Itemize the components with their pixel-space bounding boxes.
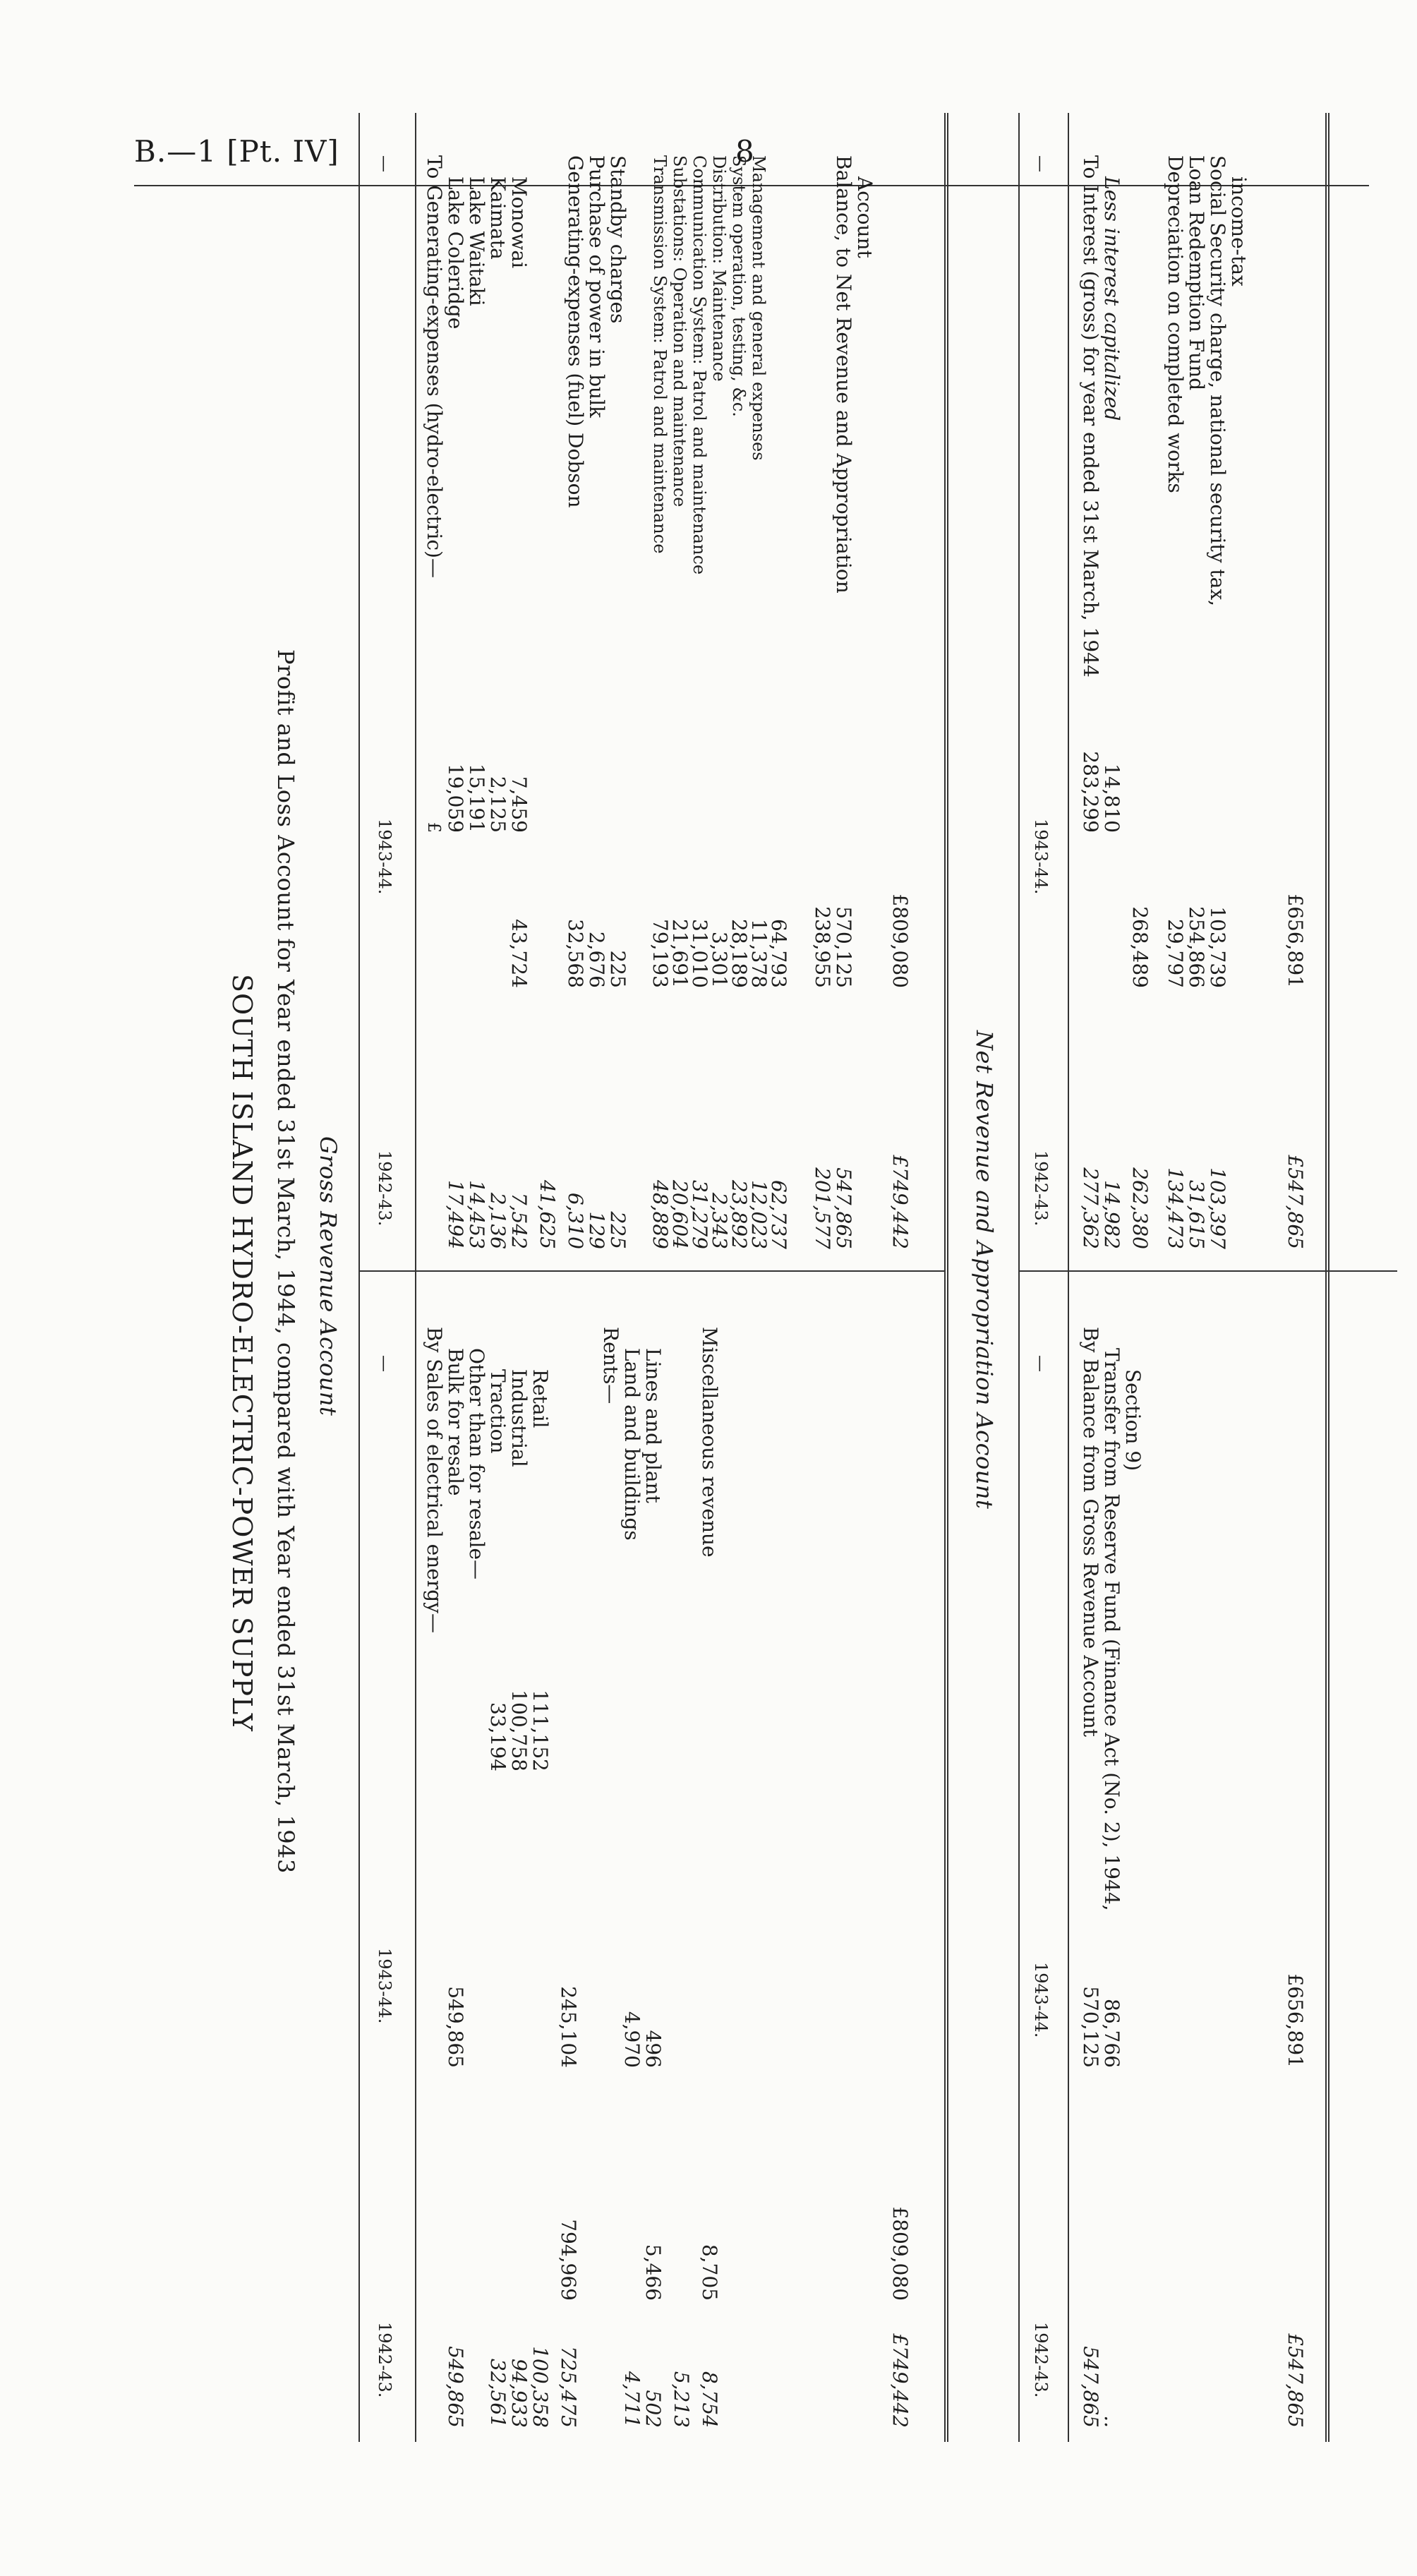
- main-title: SOUTH ISLAND HYDRO-ELECTRIC-POWER SUPPLY: [227, 974, 258, 1732]
- depreciation-value: 29,797: [1164, 919, 1187, 988]
- balance-value: 570,125: [832, 906, 855, 988]
- lines-prior: 502: [641, 2390, 665, 2428]
- net-balance-value: 570,125: [1079, 1986, 1102, 2068]
- interest-label: To Interest (gross) for year ended 31st March, 1944: [1079, 155, 1102, 678]
- gross-cr-1942-header: 1942-43.: [375, 2322, 394, 2398]
- station-kaimata: Kaimata: [486, 176, 509, 260]
- ops-prior: 48,889: [649, 1180, 672, 1249]
- gen-total-prior: 41,625: [536, 1180, 559, 1249]
- reserve-transfer-prior: ..: [1100, 2415, 1123, 2428]
- ops-value: 28,189: [728, 919, 751, 988]
- rents-total-prior: 5,213: [670, 2371, 693, 2428]
- ops-prior: 20,604: [668, 1180, 692, 1249]
- gross-dr-desc-header: —: [375, 155, 394, 172]
- retail-value: 111,152: [529, 1690, 552, 1771]
- reserve-transfer-label: Transfer from Reserve Fund (Finance Act (No. 2), 1944,: [1100, 1348, 1123, 1911]
- traction-label: Traction: [486, 1369, 509, 1454]
- traction-value: 33,194: [486, 1702, 509, 1771]
- net-interest-prior: 262,380: [1128, 1167, 1152, 1249]
- net-cr-total-prior: £547,865: [1284, 2333, 1307, 2428]
- loan-redemption-prior: 31,615: [1185, 1180, 1208, 1249]
- gross-dr-1942-header: 1942-43.: [375, 1150, 394, 1227]
- fuel-value: 32,568: [564, 919, 587, 988]
- gross-table-top-rule: [358, 113, 360, 2442]
- net-table-bottom-rule: [1325, 113, 1327, 2442]
- station-value: 15,191: [465, 764, 488, 833]
- subtitle: Profit and Loss Account for Year ended 31st March, 1944, compared with Year ended 31st March, 1943: [272, 649, 299, 1874]
- net-center-divider: [1020, 1270, 1397, 1272]
- less-interest-label: Less interest capitalized: [1100, 176, 1123, 421]
- rents-heading: Rents—: [599, 1327, 622, 1404]
- land-label: Land and buildings: [620, 1348, 644, 1541]
- depreciation-prior: 134,473: [1164, 1167, 1187, 1249]
- rents-total-value: 5,466: [641, 2244, 665, 2301]
- ops-label: Communication System: Patrol and maintenance: [689, 155, 709, 575]
- depreciation-label: Depreciation on completed works: [1164, 155, 1187, 493]
- purchase-power-label: Purchase of power in bulk: [585, 155, 608, 418]
- interest-value: 283,299: [1079, 751, 1102, 833]
- page-reference: B.—1 [Pt. IV]: [134, 134, 339, 169]
- standby-label: Standby charges: [606, 155, 629, 324]
- net-dr-total-value: £656,891: [1284, 893, 1307, 988]
- industrial-value: 100,758: [507, 1690, 531, 1771]
- rotated-statement: [127, 113, 1397, 2442]
- other-heading: Other than for resale—: [465, 1348, 488, 1580]
- net-table-bottom-rule-2: [1328, 113, 1329, 2442]
- pound-sign: £: [424, 821, 444, 833]
- net-cr-desc-header: —: [1031, 1355, 1051, 1372]
- net-balance-prior: 547,865: [1079, 2346, 1102, 2428]
- misc-prior: 8,754: [698, 2371, 721, 2428]
- net-revenue-title: Net Revenue and Appropriation Account: [971, 1030, 998, 1510]
- ops-prior: 23,892: [728, 1180, 751, 1249]
- purchase-prior: 129: [585, 1211, 608, 1249]
- balance-label: Balance, to Net Revenue and Appropriation: [832, 155, 855, 594]
- net-interest-value: 268,489: [1128, 906, 1152, 988]
- station-lake-waitaki: Lake Waitaki: [465, 176, 488, 306]
- net-dr-1943-header: 1943-44.: [1031, 819, 1051, 895]
- social-security-value: 103,739: [1206, 906, 1229, 988]
- balance-prior: 547,865: [832, 1167, 855, 1249]
- fuel-expenses-label: Generating-expenses (fuel) Dobson: [564, 155, 587, 508]
- net-cr-1942-header: 1942-43.: [1031, 2322, 1051, 2398]
- station-prior-value: 7,542: [507, 1192, 531, 1249]
- ops-prior: 12,023: [747, 1180, 771, 1249]
- industrial-prior: 94,933: [507, 2359, 531, 2428]
- ops-value: 64,793: [767, 919, 790, 988]
- dr-total-prior: £749,442: [888, 1155, 912, 1249]
- land-value: 4,970: [620, 2011, 644, 2068]
- social-security-label-2: income-tax: [1227, 176, 1250, 287]
- interest-prior: 277,362: [1079, 1167, 1102, 1249]
- station-value: 7,459: [507, 776, 531, 833]
- net-table-top-rule: [1018, 113, 1020, 2442]
- retail-label: Retail: [529, 1369, 552, 1428]
- social-security-label: Social Security charge, national security tax,: [1206, 155, 1229, 607]
- reserve-transfer-label-2: Section 9): [1121, 1369, 1145, 1471]
- cr-total-value: £809,080: [888, 2206, 912, 2301]
- ops-total-prior: 201,577: [811, 1167, 834, 1249]
- net-balance-label: By Balance from Gross Revenue Account: [1079, 1327, 1102, 1738]
- lines-value: 496: [641, 2030, 665, 2068]
- ops-value: 31,010: [688, 919, 711, 988]
- dr-total-value: £809,080: [888, 893, 912, 988]
- station-value: 19,059: [444, 764, 467, 833]
- misc-label: Miscellaneous revenue: [698, 1327, 721, 1558]
- station-prior-value: 2,136: [486, 1192, 509, 1249]
- fuel-prior: 6,310: [564, 1192, 587, 1249]
- lines-label: Lines and plant: [641, 1348, 665, 1503]
- less-interest-value: 14,810: [1100, 764, 1123, 833]
- traction-prior: 32,561: [486, 2359, 509, 2428]
- ops-prior: 31,279: [688, 1180, 711, 1249]
- balance-label-2: Account: [853, 176, 876, 258]
- purchase-value: 2,676: [585, 931, 608, 988]
- gross-table-header-rule: [415, 113, 416, 2442]
- gross-cr-1943-header: 1943-44.: [375, 1948, 394, 2024]
- gen-expenses-heading: To Generating-expenses (hydro-electric)—: [423, 155, 446, 578]
- gross-table-bottom-rule: [944, 113, 946, 2442]
- station-monowai: Monowai: [507, 176, 531, 269]
- net-dr-1942-header: 1942-43.: [1031, 1150, 1051, 1227]
- ops-label: Management and general expenses: [749, 155, 768, 461]
- ops-value: 21,691: [668, 919, 692, 988]
- loan-redemption-value: 254,866: [1185, 906, 1208, 988]
- station-value: 2,125: [486, 776, 509, 833]
- ops-label: System operation, testing, &c.: [729, 155, 749, 417]
- page-number: 8: [735, 134, 755, 169]
- bulk-label: Bulk for resale: [444, 1348, 467, 1496]
- bulk-value: 549,865: [444, 1986, 467, 2068]
- ops-prior: 62,737: [767, 1180, 790, 1249]
- gen-total-value: 43,724: [507, 919, 531, 988]
- cr-total-prior: £749,442: [888, 2333, 912, 2428]
- ops-value: 3,301: [708, 931, 731, 988]
- gross-cr-desc-header: —: [375, 1355, 394, 1372]
- station-prior-value: 14,453: [465, 1180, 488, 1249]
- ops-value: 11,378: [747, 919, 771, 988]
- ops-total-value: 238,955: [811, 906, 834, 988]
- net-dr-total-prior: £547,865: [1284, 1155, 1307, 1249]
- net-cr-1943-header: 1943-44.: [1031, 1962, 1051, 2038]
- gross-revenue-title: Gross Revenue Account: [315, 1136, 342, 1416]
- sales-heading: By Sales of electrical energy—: [423, 1327, 446, 1633]
- station-prior-value: 17,494: [444, 1180, 467, 1249]
- gross-dr-1943-header: 1943-44.: [375, 819, 394, 895]
- ops-label: Substations: Operation and maintenance: [670, 155, 689, 507]
- sales-total-prior: 725,475: [557, 2346, 580, 2428]
- ops-prior: 2,343: [708, 1192, 731, 1249]
- standby-value: 225: [606, 950, 629, 988]
- ops-label: Transmission System: Patrol and maintenance: [650, 155, 670, 554]
- reserve-transfer-value: 86,766: [1100, 1999, 1123, 2068]
- net-cr-total-value: £656,891: [1284, 1973, 1307, 2068]
- net-table-header-rule: [1068, 113, 1069, 2442]
- less-interest-prior: 14,982: [1100, 1180, 1123, 1249]
- loan-redemption-label: Loan Redemption Fund: [1185, 155, 1208, 391]
- ops-value: 79,193: [649, 919, 672, 988]
- sales-grand-value: 794,969: [557, 2219, 580, 2301]
- land-prior: 4,711: [620, 2371, 644, 2428]
- sales-total-value: 245,104: [557, 1986, 580, 2068]
- gross-center-divider: [360, 1270, 946, 1272]
- net-dr-desc-header: —: [1031, 155, 1051, 172]
- misc-value: 8,705: [698, 2244, 721, 2301]
- social-security-prior: 103,397: [1206, 1167, 1229, 1249]
- gross-table-bottom-rule-2: [947, 113, 948, 2442]
- station-lake-coleridge: Lake Coleridge: [444, 176, 467, 330]
- bulk-prior: 549,865: [444, 2346, 467, 2428]
- industrial-label: Industrial: [507, 1369, 531, 1467]
- ops-label: Distribution: Maintenance: [709, 155, 729, 382]
- retail-prior: 100,358: [529, 2346, 552, 2428]
- standby-prior: 225: [606, 1211, 629, 1249]
